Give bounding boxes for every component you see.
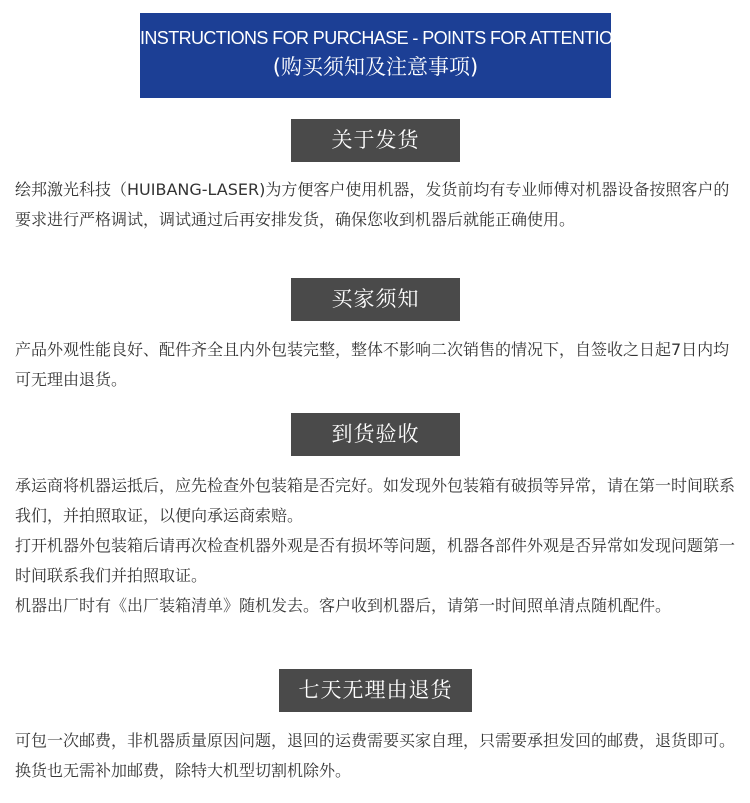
acceptance-paragraph-1: 承运商将机器运抵后，应先检查外包装箱是否完好。如发现外包装箱有破损等异常，请在第一时间联系我们，并拍照取证，以便向承运商索赔。 bbox=[15, 476, 736, 525]
seven-day-return-paragraph: 可包一次邮费，非机器质量原因问题，退回的运费需要买家自理，只需要承担发回的邮费，退货即可。换货也无需补加邮费，除特大机型切割机除外。 bbox=[15, 731, 736, 780]
acceptance-paragraph-2: 打开机器外包装箱后请再次检查机器外观是否有损坏等问题，机器各部件外观是否异常如发现问题第一时间联系我们并拍照取证。 bbox=[15, 536, 736, 585]
banner-title-cn: (购买须知及注意事项) bbox=[272, 55, 479, 79]
buyer-notice-paragraph: 产品外观性能良好、配件齐全且内外包装完整，整体不影响二次销售的情况下，自签收之日起7日内均可无理由退货。 bbox=[15, 340, 730, 389]
acceptance-paragraph-3: 机器出厂时有《出厂装箱清单》随机发去。客户收到机器后，请第一时间照单清点随机配件。 bbox=[15, 596, 672, 615]
section-heading-acceptance: 到货验收 bbox=[291, 413, 460, 456]
section-heading-seven-day-return: 七天无理由退货 bbox=[279, 669, 472, 712]
shipping-paragraph: 绘邦激光科技（HUIBANG-LASER)为方便客户使用机器，发货前均有专业师傅对机器设备按照客户的要求进行严格调试，调试通过后再安排发货，确保您收到机器后就能正确使用。 bbox=[15, 180, 730, 229]
header-banner bbox=[140, 13, 625, 98]
section-heading-shipping: 关于发货 bbox=[291, 119, 460, 162]
section-heading-buyer-notice: 买家须知 bbox=[291, 278, 460, 321]
banner-title-en: INSTRUCTIONS FOR PURCHASE - POINTS FOR ATTENTION bbox=[140, 28, 625, 48]
